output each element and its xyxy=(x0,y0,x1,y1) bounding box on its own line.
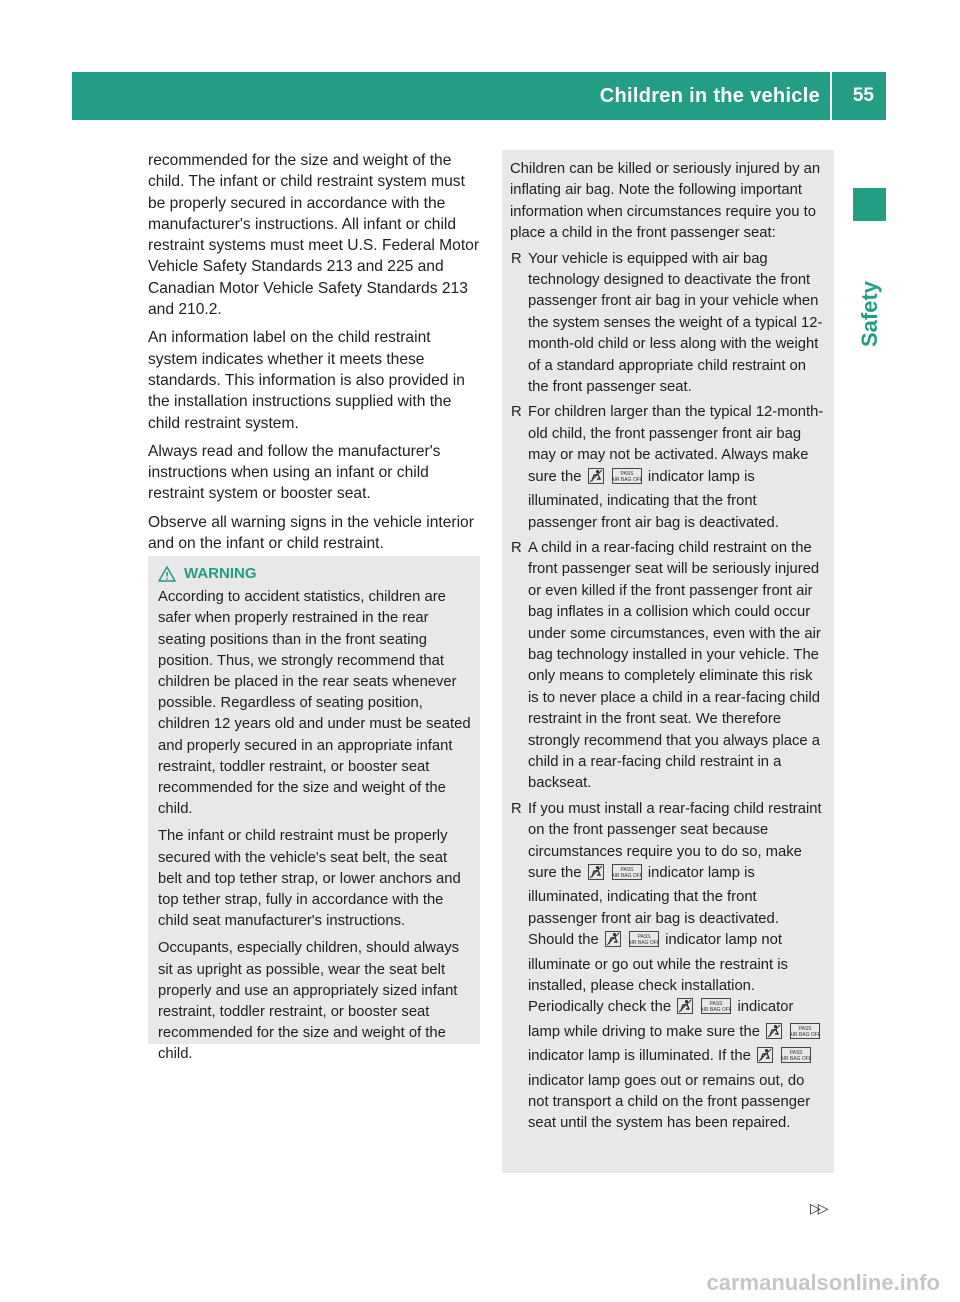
svg-text:AIR BAG OFF: AIR BAG OFF xyxy=(790,1031,821,1038)
list-item xyxy=(510,538,826,795)
svg-text:PASS: PASS xyxy=(637,934,651,941)
svg-text:AIR BAG OFF: AIR BAG OFF xyxy=(781,1056,812,1063)
watermark: carmanualsonline.info xyxy=(706,1270,940,1295)
svg-text:AIR BAG OFF: AIR BAG OFF xyxy=(629,940,660,947)
child-seat-icon xyxy=(757,1047,773,1070)
chapter-label: Safety xyxy=(857,280,882,348)
page-header xyxy=(72,72,886,120)
pass-airbag-off-icon xyxy=(701,998,731,1021)
svg-text:PASS: PASS xyxy=(798,1025,812,1032)
page-number: 55 xyxy=(852,85,874,106)
svg-text:PASS: PASS xyxy=(620,866,634,873)
warning-box xyxy=(148,556,480,1063)
child-seat-icon xyxy=(766,1023,782,1046)
airbag-warning-box xyxy=(502,150,834,1173)
child-seat-icon xyxy=(605,931,621,954)
list-item-text: indicator lamp while driving to make sure the xyxy=(528,999,794,1040)
child-seat-icon xyxy=(588,468,604,491)
list-item-text: indicator lamp is illuminated. If the xyxy=(528,1048,751,1065)
warning-triangle-icon xyxy=(158,566,176,582)
warning-label: WARNING xyxy=(184,565,257,582)
svg-text:AIR BAG OFF: AIR BAG OFF xyxy=(611,872,642,879)
bullet-marker: R xyxy=(511,800,522,817)
bullet-marker: R xyxy=(511,404,522,421)
list-item-text: Your vehicle is equipped with air bag technology designed to deactivate the front passenger front air bag in your vehicle when the system senses the weight of a typical 12-month-old child or less along with the weight of a standard appropriate child restraint on the front passenger seat. xyxy=(528,250,823,396)
pass-airbag-off-icon xyxy=(790,1023,820,1046)
left-column xyxy=(148,150,482,561)
warning-heading xyxy=(158,563,472,584)
list-item xyxy=(510,402,826,533)
list-item-text: A child in a rear-facing child restraint on the front passenger seat will be seriously injured or even killed if the front passenger front air bag inflates in a collision which could occur under some circumstances, even with the air bag technology installed in your vehicle. The only means to completely eliminate this risk is to never place a child in a rear-facing child restraint in the front seat. We therefore strongly recommend that you always place a child in a rear-facing child restraint in a backseat. xyxy=(528,539,821,792)
chapter-tab-marker xyxy=(853,188,886,221)
airbag-bullet-list xyxy=(510,249,826,1135)
paragraph: recommended for the size and weight of the child. The infant or child restraint system must be properly secured in accordance with the manufacturer's instructions. All infant or child restraint systems must meet U.S. Federal Motor Vehicle Safety Standards 213 and 225 and Canadian Motor Vehicle Safety Standards 213 and 210.2. xyxy=(148,152,480,319)
warning-paragraph: According to accident statistics, children are safer when properly restrained in the rear seating positions than in the front seating position. Thus, we strongly recommend that children be placed in the rear seats whenever possible. Regardless of seating position, children 12 years old and under must be seated and properly secured in an appropriate infant restraint, toddler restraint, or booster seat recommended for the size and weight of the child. xyxy=(158,589,471,818)
child-seat-icon xyxy=(677,998,693,1021)
pass-airbag-off-icon xyxy=(781,1047,811,1070)
bullet-marker: R xyxy=(511,539,522,556)
list-item-text: indicator lamp is illuminated, indicating that the front passenger front air bag is deactivated. xyxy=(528,468,779,531)
svg-text:AIR BAG OFF: AIR BAG OFF xyxy=(701,1007,732,1014)
list-item-text: indicator lamp goes out or remains out, do not transport a child on the front passenger seat until the system has been repaired. xyxy=(528,1072,811,1132)
list-item-text: For children larger than the typical 12-month-old child, the front passenger front air bag may or may not be activated. Always make sure the xyxy=(528,404,824,485)
svg-text:PASS: PASS xyxy=(789,1050,803,1057)
pass-airbag-off-icon xyxy=(612,468,642,491)
list-item xyxy=(510,799,826,1135)
pass-airbag-off-icon xyxy=(612,864,642,887)
header-divider xyxy=(830,72,832,120)
list-item-text: If you must install a rear-facing child restraint on the front passenger seat because circumstances require you to do so, make sure the xyxy=(528,800,822,881)
paragraph: An information label on the child restraint system indicates whether it meets these standards. This information is also provided in the installation instructions supplied with the child restraint system. xyxy=(148,329,465,432)
paragraph: Observe all warning signs in the vehicle interior and on the infant or child restraint. xyxy=(148,513,474,553)
airbag-intro: Children can be killed or seriously injured by an inflating air bag. Note the following important information when circumstances require you to place a child in the front passenger seat: xyxy=(510,161,821,242)
svg-text:PASS: PASS xyxy=(620,470,634,477)
list-item xyxy=(510,249,826,399)
warning-paragraph: The infant or child restraint must be properly secured with the vehicle's seat belt, the seat belt and top tether strap, or lower anchors and top tether strap, fully in accordance with the child seat manufacturer's instructions. xyxy=(158,828,461,930)
paragraph: Always read and follow the manufacturer's instructions when using an infant or child restraint system or booster seat. xyxy=(148,442,441,503)
svg-text:PASS: PASS xyxy=(709,1001,723,1008)
warning-paragraph: Occupants, especially children, should always sit as upright as possible, wear the seat belt properly and use an appropriately sized infant restraint, toddler restraint, or booster seat recommended for the size and weight of the child. xyxy=(158,940,460,1063)
continue-arrows-icon: ▷▷ xyxy=(810,1200,826,1216)
list-item-text: indicator lamp not illuminate or go out while the restraint is installed, please check installation. Periodically check the xyxy=(528,932,788,1016)
bullet-marker: R xyxy=(511,250,522,267)
list-item-text: indicator lamp is illuminated, indicating that the front passenger front air bag is deactivated. Should the xyxy=(528,865,779,949)
child-seat-icon xyxy=(588,864,604,887)
pass-airbag-off-icon xyxy=(629,931,659,954)
svg-text:AIR BAG OFF: AIR BAG OFF xyxy=(611,476,642,483)
section-title: Children in the vehicle xyxy=(599,85,820,107)
